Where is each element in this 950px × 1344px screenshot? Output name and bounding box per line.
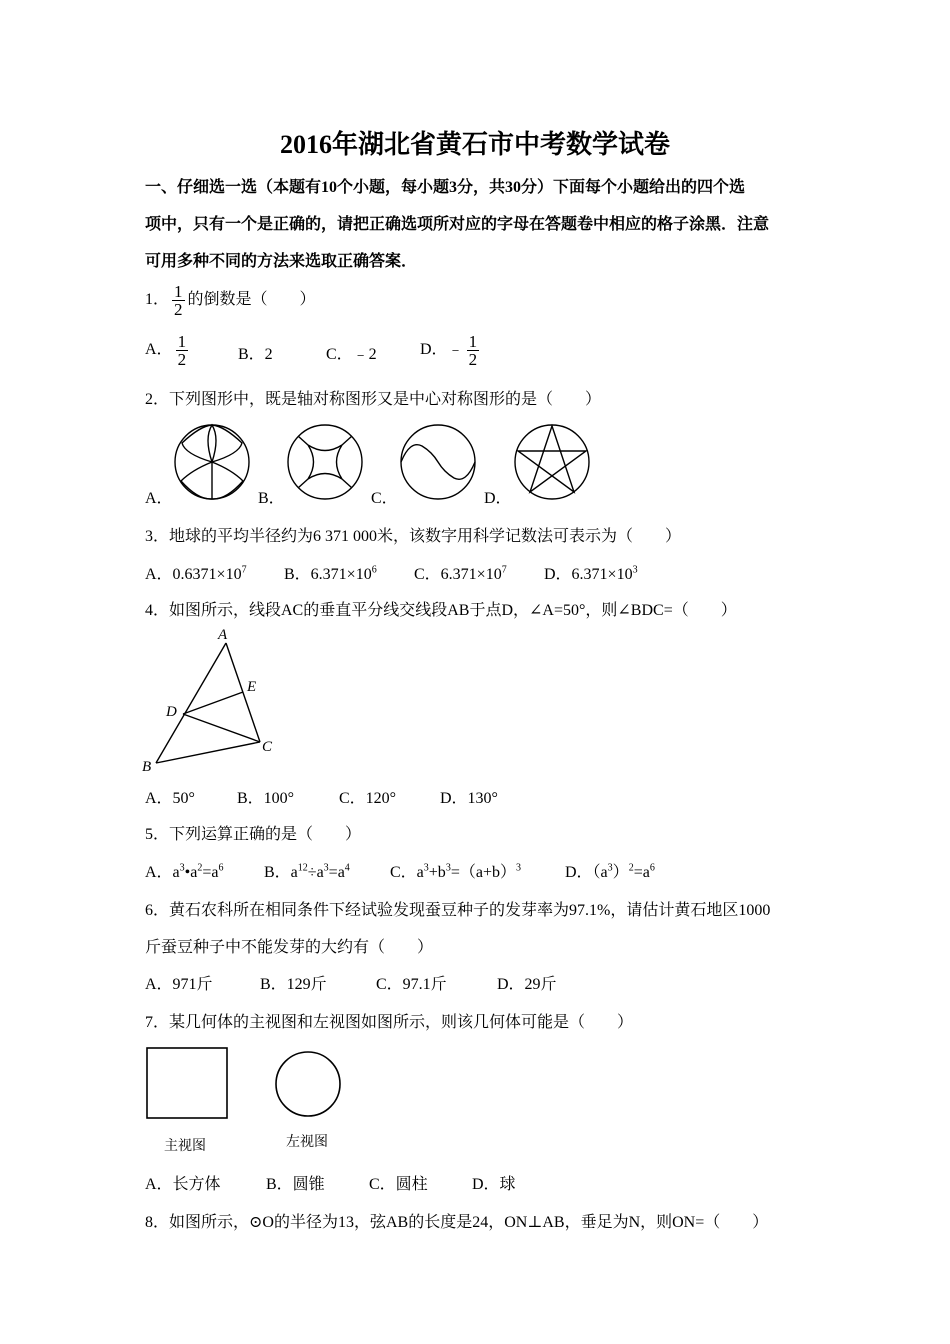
q1-fraction — [172, 283, 185, 318]
q4-point-e-label: E — [247, 679, 257, 695]
q5-d-exp2: 2 — [628, 862, 634, 874]
q7-left-view-label: 左视图 — [286, 1134, 328, 1150]
question-6-stem-line2: 斤蚕豆种子中不能发芽的大约有（ ） — [145, 939, 434, 956]
q7-option-d[interactable]: D．球 — [472, 1176, 516, 1193]
q4-segment-dc — [183, 714, 260, 742]
q5-c-part2: +b — [428, 864, 446, 881]
q1-a-label: A． — [145, 341, 173, 359]
section-instructions-line2: 项中，只有一个是正确的，请把正确选项所对应的字母在答题卷中相应的格子涂黑．注意 — [145, 216, 770, 233]
q5-d-exp1: 3 — [607, 862, 613, 874]
q5-d-part2: ） — [612, 864, 629, 881]
q6-option-b[interactable]: B．129斤 — [260, 976, 327, 993]
q7-option-c[interactable]: C．圆柱 — [369, 1176, 428, 1193]
q7-front-view-label: 主视图 — [164, 1138, 206, 1154]
q3-c-text: C．6.371×10 — [414, 566, 502, 583]
q5-option-b[interactable] — [264, 859, 350, 882]
q5-a-exp2: 2 — [197, 862, 203, 874]
question-8-stem: 8．如图所示，⊙O的半径为13，弦AB的长度是24，ON⊥AB，垂足为N，则ON=（ ） — [145, 1214, 769, 1231]
q5-a-part1: A．a — [145, 864, 180, 881]
q2-figure-c-icon — [401, 425, 475, 499]
q5-c-exp2: 3 — [445, 862, 451, 874]
q1-a-num: 1 — [177, 332, 187, 351]
question-6-stem-line1: 6．黄石农科所在相同条件下经试验发现蚕豆种子的发芽率为97.1%，请估计黄石地区1000 — [145, 902, 771, 919]
q1-option-c[interactable]: C．﹣2 — [326, 346, 377, 363]
q5-option-a[interactable] — [145, 859, 224, 882]
q4-option-c[interactable]: C．120° — [339, 790, 397, 807]
q5-c-part1: C．a — [390, 864, 424, 881]
q5-b-part2: ÷a — [307, 864, 324, 881]
question-5-stem: 5．下列运算正确的是（ ） — [145, 826, 362, 843]
q2-option-d-label[interactable]: D． — [484, 490, 512, 507]
q1-d-den: 2 — [468, 350, 478, 369]
q1-frac-den: 2 — [174, 300, 183, 319]
section-instructions-line1: 一、仔细选一选（本题有10个小题，每小题3分，共30分）下面每个小题给出的四个选 — [145, 179, 746, 196]
q4-point-a-label: A — [218, 627, 228, 643]
q3-option-a[interactable] — [145, 561, 247, 584]
q3-a-exponent: 7 — [241, 564, 247, 576]
q5-b-exp1: 12 — [297, 862, 308, 874]
q2-option-c-label[interactable]: C． — [371, 490, 398, 507]
q5-a-exp3: 6 — [218, 862, 224, 874]
question-3-stem: 3．地球的平均半径约为6 371 000米，该数字用科学记数法可表示为（ ） — [145, 528, 682, 545]
q5-d-part1: D．（a — [565, 864, 608, 881]
q6-option-c[interactable]: C．97.1斤 — [376, 976, 447, 993]
q2-option-b-label[interactable]: B． — [258, 490, 285, 507]
q5-option-d[interactable] — [565, 859, 655, 882]
q4-option-b[interactable]: B．100° — [237, 790, 295, 807]
question-4-stem: 4．如图所示，线段AC的垂直平分线交线段AB于点D，∠A=50°，则∠BDC=（ ） — [145, 602, 737, 619]
q5-d-exp3: 6 — [649, 862, 655, 874]
q3-b-exponent: 6 — [371, 564, 377, 576]
q7-front-view-rect — [147, 1048, 227, 1118]
q4-segment-de — [183, 692, 243, 714]
q5-b-part1: B．a — [264, 864, 298, 881]
q2-figure-b-icon — [288, 425, 362, 499]
q7-left-view-circle — [276, 1052, 340, 1116]
q3-c-exponent: 7 — [501, 564, 507, 576]
question-7-stem: 7．某几何体的主视图和左视图如图所示，则该几何体可能是（ ） — [145, 1014, 634, 1031]
q1-a-fraction — [176, 333, 189, 368]
q1-d-num: 1 — [468, 332, 478, 351]
q2-figure-d-icon — [515, 425, 589, 499]
q3-d-text: D．6.371×10 — [544, 566, 633, 583]
q1-number: 1． — [145, 291, 170, 309]
q7-option-b[interactable]: B．圆锥 — [266, 1176, 325, 1193]
q4-option-a[interactable]: A．50° — [145, 790, 195, 807]
q5-c-exp1: 3 — [423, 862, 429, 874]
q3-option-c[interactable] — [414, 561, 507, 584]
question-2-stem: 2．下列图形中，既是轴对称图形又是中心对称图形的是（ ） — [145, 391, 602, 408]
q5-b-exp2: 3 — [323, 862, 329, 874]
q5-a-part3: =a — [202, 864, 219, 881]
q1-option-a[interactable] — [145, 333, 191, 368]
q4-point-d-label: D — [166, 704, 177, 720]
q5-c-part3: =（a+b） — [450, 864, 516, 881]
q1-d-fraction — [467, 333, 480, 368]
q5-b-part3: =a — [328, 864, 345, 881]
q1-d-label: D．﹣ — [420, 341, 464, 359]
q3-option-d[interactable] — [544, 561, 638, 584]
q3-option-b[interactable] — [284, 561, 377, 584]
q4-point-c-label: C — [262, 739, 273, 755]
q4-segment-bc — [156, 742, 260, 763]
q6-option-a[interactable]: A．971斤 — [145, 976, 213, 993]
q3-b-text: B．6.371×10 — [284, 566, 372, 583]
q5-b-exp3: 4 — [344, 862, 350, 874]
section-instructions-line3: 可用多种不同的方法来选取正确答案． — [145, 253, 418, 270]
q4-option-d[interactable]: D．130° — [440, 790, 498, 807]
q3-d-exponent: 3 — [632, 564, 638, 576]
q5-option-c[interactable] — [390, 859, 521, 882]
q7-option-a[interactable]: A．长方体 — [145, 1176, 221, 1193]
q5-d-part3: =a — [633, 864, 650, 881]
q2-figure-a-icon — [175, 425, 249, 499]
q5-c-exp3: 3 — [515, 862, 521, 874]
q6-option-d[interactable]: D．29斤 — [497, 976, 557, 993]
q5-a-exp1: 3 — [179, 862, 185, 874]
q1-a-den: 2 — [177, 350, 187, 369]
q1-option-b[interactable]: B．2 — [238, 346, 273, 363]
q1-frac-num: 1 — [174, 282, 183, 301]
q7-views-figure — [140, 1042, 360, 1128]
q3-a-text: A．0.6371×10 — [145, 566, 242, 583]
q2-option-a-label[interactable]: A． — [145, 490, 173, 507]
page-title: 2016年湖北省黄石市中考数学试卷 — [279, 130, 670, 159]
q1-stem-suffix: 的倒数是（ ） — [187, 291, 316, 309]
q1-option-d[interactable] — [420, 333, 482, 368]
q4-segment-ab — [156, 643, 226, 763]
q4-point-b-label: B — [142, 759, 152, 773]
q5-a-part2: •a — [184, 864, 198, 881]
question-1-stem — [145, 283, 316, 318]
q4-triangle-figure — [138, 625, 288, 773]
